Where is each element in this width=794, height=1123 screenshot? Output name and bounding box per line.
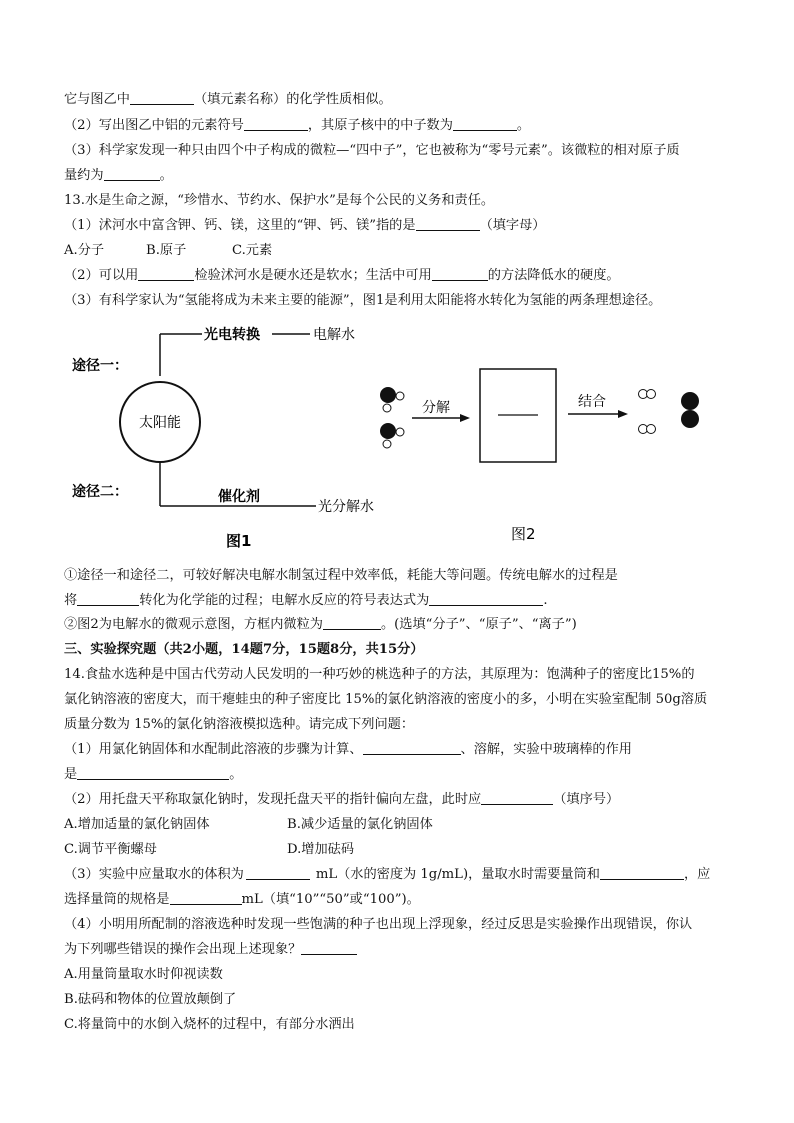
text: 选择量筒的规格是 (64, 892, 170, 907)
answer-blank[interactable] (104, 167, 160, 181)
text: ②图2为电解水的微观示意图，方框内微粒为 (64, 617, 323, 632)
line-q14-4b (64, 941, 357, 959)
photolysis-label: 光分解水 (318, 499, 374, 515)
answer-blank[interactable] (77, 592, 139, 606)
text: 将 (64, 593, 78, 608)
line-q13-3-1: ①途径一和途径二，可较好解决电解水制氢过程中效率低，耗能大等问题。传统电解水的过程是 (64, 568, 618, 583)
option-a: A.增加适量的氯化钠固体 (64, 817, 210, 832)
text: ，应 (683, 867, 711, 882)
line-q14-1b (64, 766, 242, 784)
answer-blank[interactable] (481, 791, 553, 805)
line-q13-3-2 (64, 616, 577, 634)
text: 它与图乙中 (64, 92, 130, 107)
line-q14: 14.食盐水选种是中国古代劳动人民发明的一种巧妙的桃选种子的方法，其原理为：饱满种子的密度比15%的 (64, 667, 695, 682)
hydrogen-molecule (639, 425, 656, 434)
oxygen-atom (380, 387, 396, 403)
option-b: B.减少适量的氯化钠固体 (287, 817, 433, 832)
line-q12-similar (64, 91, 392, 109)
option-c: C.元素 (232, 243, 273, 258)
text: 的方法降低水的硬度。 (487, 268, 620, 283)
option-c: C.将量筒中的水倒入烧杯的过程中，有部分水洒出 (64, 1017, 355, 1032)
line-q13: 13.水是生命之源，“珍惜水、节约水、保护水”是每个公民的义务和责任。 (64, 193, 495, 208)
figures-diagram (60, 318, 750, 556)
answer-blank[interactable] (323, 616, 381, 630)
option-a: A.用量筒量取水时仰视读数 (64, 967, 223, 982)
answer-blank[interactable] (432, 267, 488, 281)
answer-blank[interactable] (301, 941, 357, 955)
answer-blank[interactable] (363, 741, 461, 755)
text: 检验沭河水是硬水还是软水；生活中可用 (194, 268, 432, 283)
text: 。 (159, 168, 173, 183)
text: 。(选填“分子”、“原子”、“离子”) (380, 617, 577, 632)
section-heading: 三、实验探究题（共2小题，14题7分，15题8分，共15分） (64, 642, 424, 657)
line-q14c: 质量分数为 15%的氯化钠溶液模拟选种。请完成下列问题： (64, 717, 415, 732)
line-q14-2 (64, 791, 619, 809)
hydrogen-molecule (639, 390, 656, 399)
option-b: B.原子 (146, 243, 187, 258)
text: （填字母） (479, 218, 546, 233)
answer-blank[interactable] (244, 117, 308, 131)
text: . (543, 593, 548, 608)
text: （1）沭河水中富含钾、钙、镁，这里的“钾、钙、镁”指的是 (64, 218, 416, 233)
oxygen-molecule (681, 392, 699, 428)
hydrogen-atom (396, 392, 404, 400)
answer-blank[interactable] (170, 891, 242, 905)
text: mL（水的密度为 1g/mL)，量取水时需要量筒和 (315, 867, 600, 882)
text: ，其原子核中的中子数为 (307, 118, 453, 133)
text: （1）用氯化钠固体和水配制此溶液的步骤为计算、 (64, 742, 363, 757)
text: （填序号） (553, 792, 620, 807)
line-q12-3b (64, 167, 173, 185)
option-a: A.分子 (64, 243, 105, 258)
hydrogen-atom (396, 428, 404, 436)
arrow-icon (460, 414, 470, 422)
text: 。 (516, 118, 531, 133)
text: 为下列哪些错误的操作会出现上述现象？ (64, 942, 302, 957)
answer-blank[interactable] (453, 117, 517, 131)
text: （2）可以用 (64, 268, 139, 283)
answer-blank[interactable] (416, 217, 480, 231)
arrow-icon (618, 410, 628, 418)
route2-label: 途径二： (72, 484, 128, 500)
text: 是 (64, 767, 78, 782)
figure2 (380, 369, 699, 543)
electrolysis-label: 电解水 (313, 327, 355, 343)
answer-blank[interactable] (429, 592, 543, 606)
answer-blank[interactable] (246, 866, 310, 880)
option-b: B.砝码和物体的位置放颠倒了 (64, 992, 237, 1007)
line-q13-3-1b (64, 592, 548, 610)
line-q13-2 (64, 267, 620, 285)
line-q14b: 氯化钠溶液的密度大，而干瘪蛙虫的种子密度比 15%的氯化钠溶液的密度小的多，小明在实验室配制 50g溶质 (64, 692, 708, 707)
figure2-caption: 图2 (511, 525, 536, 543)
water-molecule (380, 423, 404, 448)
answer-blank[interactable] (138, 267, 194, 281)
hydrogen-atom (383, 440, 391, 448)
figure1 (72, 326, 374, 550)
option-c: C.调节平衡螺母 (64, 842, 157, 857)
sun-label: 太阳能 (139, 415, 181, 431)
line-q13-3: （3）有科学家认为“氢能将成为未来主要的能源”，图1是利用太阳能将水转化为氢能的两条理想途径。 (64, 293, 662, 308)
conversion-label: 光电转换 (204, 327, 260, 343)
text: （2）用托盘天平称取氯化钠时，发现托盘天平的指针偏向左盘，此时应 (64, 792, 482, 807)
catalyst-label: 催化剂 (218, 489, 260, 505)
line-q14-1 (64, 741, 632, 759)
option-d: D.增加砝码 (287, 842, 355, 857)
oxygen-atom (681, 392, 699, 410)
hydrogen-atom (647, 390, 656, 399)
text: 量约为 (64, 168, 104, 183)
line-q14-3 (64, 866, 710, 884)
answer-blank[interactable] (600, 866, 684, 880)
hydrogen-atom (647, 425, 656, 434)
combine-label: 结合 (578, 394, 606, 410)
answer-blank[interactable] (77, 766, 229, 780)
water-molecule (380, 387, 404, 412)
line-q12-2 (64, 117, 530, 135)
text: （2）写出图乙中铝的元素符号 (64, 118, 244, 133)
answer-blank[interactable] (130, 91, 194, 105)
text: 。 (229, 767, 243, 782)
oxygen-atom (681, 410, 699, 428)
text: （填元素名称）的化学性质相似。 (193, 92, 392, 107)
text: 转化为化学能的过程；电解水反应的符号表达式为 (139, 593, 430, 608)
line-q13-1 (64, 217, 546, 235)
text: （3）实验中应量取水的体积为 (64, 867, 244, 882)
line-q14-3b (64, 891, 420, 909)
route1-label: 途径一： (72, 358, 128, 374)
line-q14-4: （4）小明用所配制的溶液选种时发现一些饱满的种子也出现上浮现象，经过反思是实验操作出现错误，你认 (64, 917, 693, 932)
oxygen-atom (380, 423, 396, 439)
decompose-label: 分解 (422, 400, 450, 416)
figure1-caption: 图1 (226, 532, 252, 550)
line-q12-3: （3）科学家发现一种只由四个中子构成的微粒—“四中子”，它也被称为“零号元素”。该微粒的相对原子质 (64, 143, 680, 158)
hydrogen-atom (383, 404, 391, 412)
text: mL（填“10”“50”或“100”)。 (241, 892, 420, 907)
text: 、溶解，实验中玻璃棒的作用 (460, 742, 632, 757)
